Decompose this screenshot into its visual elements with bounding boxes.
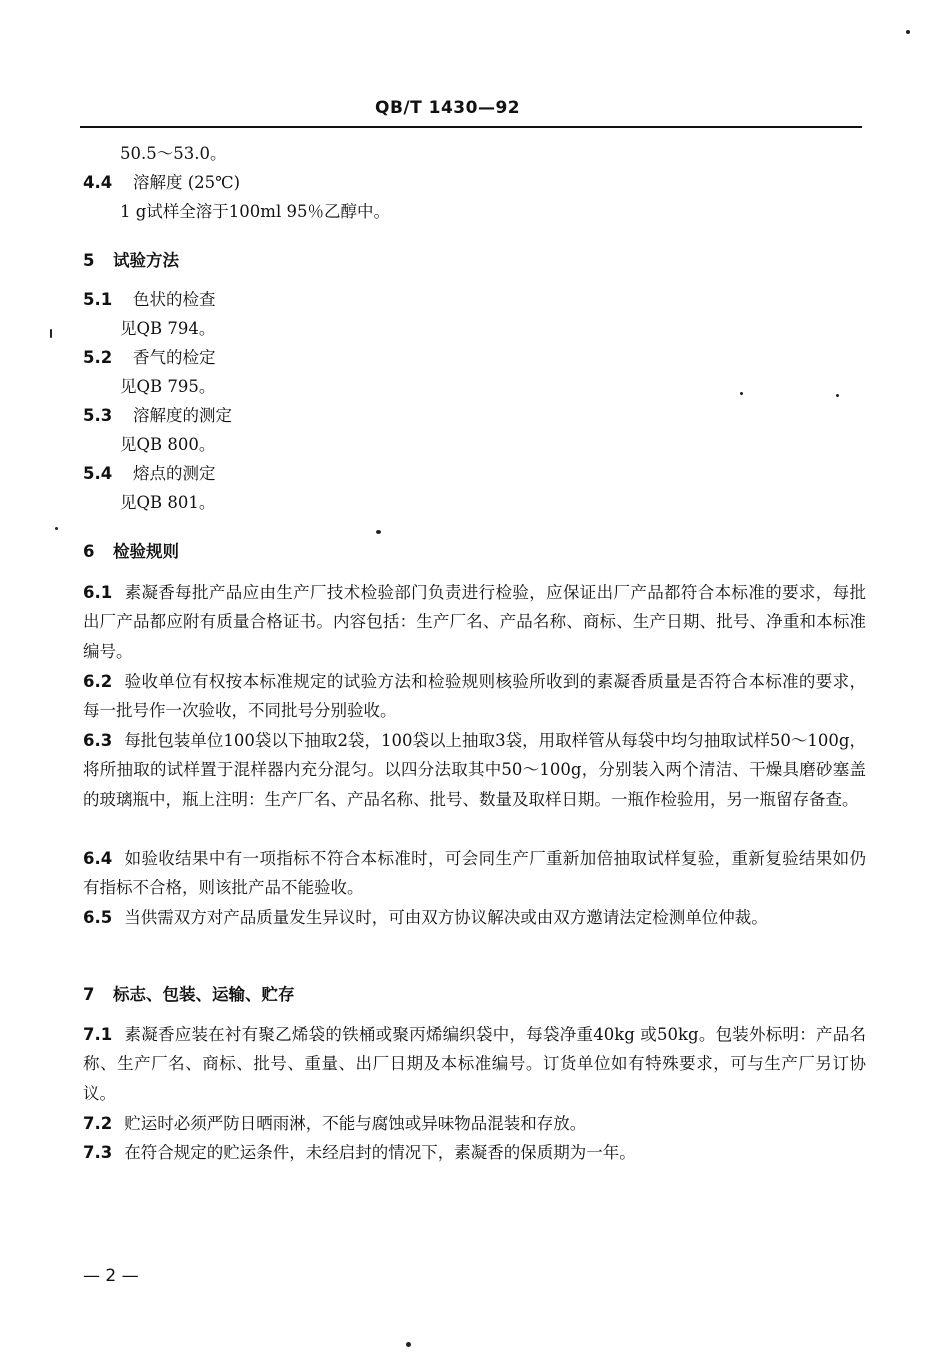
section-title: 香气的检定	[133, 348, 216, 367]
scan-speck	[906, 30, 910, 34]
section-title: 检验规则	[113, 542, 179, 561]
section-number: 5.1	[83, 290, 113, 309]
paragraph-number: 7.1	[83, 1025, 113, 1044]
scan-speck	[50, 329, 52, 338]
section-5-2-heading	[83, 347, 216, 369]
section-number: 5	[83, 251, 95, 270]
section-5-4-heading	[83, 463, 216, 485]
paragraph-number: 7.2	[83, 1114, 113, 1133]
scan-speck	[836, 394, 839, 397]
section-number: 7	[83, 985, 95, 1004]
section-5-3-text: 见QB 800。	[120, 435, 216, 454]
paragraph-text: 验收单位有权按本标准规定的试验方法和检验规则核验所收到的素凝香质量是否符合本标准的要求，每一批号作一次验收，不同批号分别验收。	[83, 672, 866, 721]
paragraph-text: 在符合规定的贮运条件，未经启封的情况下，素凝香的保质期为一年。	[124, 1143, 636, 1162]
paragraph-text: 每批包装单位100袋以下抽取2袋，100袋以上抽取3袋，用取样管从每袋中均匀抽取试样50～100g，将所抽取的试样置于混样器内充分混匀。以四分法取其中50～100g，分别装入两个清洁、干燥具磨砂塞盖的玻璃瓶中，瓶上注明：生产厂名、产品名称、批号、数量及取样日期。一瓶作检验用，另一瓶留存备查。	[83, 731, 866, 809]
paragraph-6-3	[83, 726, 866, 814]
section-title: 溶解度的测定	[133, 406, 232, 425]
scan-speck	[406, 1342, 411, 1347]
paragraph-6-5	[83, 903, 866, 932]
paragraph-number: 6.4	[83, 849, 113, 868]
section-number: 6	[83, 542, 95, 561]
scan-speck	[55, 527, 58, 530]
page-number: — 2 —	[83, 1266, 139, 1286]
section-title: 标志、包装、运输、贮存	[113, 985, 295, 1004]
section-5-1-text: 见QB 794。	[120, 319, 216, 338]
scan-speck	[740, 392, 743, 395]
standard-code-header: QB/T 1430—92	[375, 98, 521, 118]
section-number: 4.4	[83, 173, 113, 192]
section-title: 试验方法	[113, 251, 179, 270]
section-number: 5.3	[83, 406, 113, 425]
section-title: 熔点的测定	[133, 464, 216, 483]
paragraph-6-2	[83, 667, 866, 726]
paragraph-number: 6.5	[83, 908, 113, 927]
paragraph-text: 贮运时必须严防日晒雨淋，不能与腐蚀或异味物品混装和存放。	[124, 1114, 587, 1133]
section-5-2-text: 见QB 795。	[120, 377, 216, 396]
paragraph-number: 6.1	[83, 583, 113, 602]
paragraph-7-1	[83, 1020, 866, 1108]
paragraph-number: 7.3	[83, 1143, 113, 1162]
section-title: 溶解度 (25℃)	[133, 173, 241, 192]
section-4-4-heading	[83, 172, 240, 194]
section-6-heading	[83, 541, 179, 563]
section-4-4-text: 1 g试样全溶于100ml 95％乙醇中。	[120, 202, 390, 221]
paragraph-text: 当供需双方对产品质量发生异议时，可由双方协议解决或由双方邀请法定检测单位仲裁。	[124, 908, 768, 927]
paragraph-text: 如验收结果中有一项指标不符合本标准时，可会同生产厂重新加倍抽取试样复验，重新复验结果如仍有指标不合格，则该批产品不能验收。	[83, 849, 866, 898]
section-5-1-heading	[83, 289, 216, 311]
section-number: 5.4	[83, 464, 113, 483]
paragraph-text: 素凝香应装在衬有聚乙烯袋的铁桶或聚丙烯编织袋中，每袋净重40kg 或50kg。包装外标明：产品名称、生产厂名、商标、批号、重量、出厂日期及本标准编号。订货单位如有特殊要求，可与生产厂另订协议。	[83, 1025, 866, 1103]
section-title: 色状的检查	[133, 290, 216, 309]
melting-range-text: 50.5～53.0。	[120, 144, 227, 163]
section-5-4-text: 见QB 801。	[120, 493, 216, 512]
section-5-heading	[83, 250, 179, 272]
paragraph-text: 素凝香每批产品应由生产厂技术检验部门负责进行检验，应保证出厂产品都符合本标准的要求，每批出厂产品都应附有质量合格证书。内容包括：生产厂名、产品名称、商标、生产日期、批号、净重和本标准编号。	[83, 583, 866, 661]
paragraph-7-3	[83, 1138, 866, 1167]
paragraph-number: 6.2	[83, 672, 113, 691]
section-7-heading	[83, 984, 295, 1006]
header-rule	[80, 126, 862, 128]
paragraph-7-2	[83, 1109, 866, 1138]
paragraph-6-1	[83, 578, 866, 666]
scan-speck	[376, 530, 381, 534]
paragraph-6-4	[83, 844, 866, 903]
section-number: 5.2	[83, 348, 113, 367]
paragraph-number: 6.3	[83, 731, 113, 750]
section-5-3-heading	[83, 405, 232, 427]
